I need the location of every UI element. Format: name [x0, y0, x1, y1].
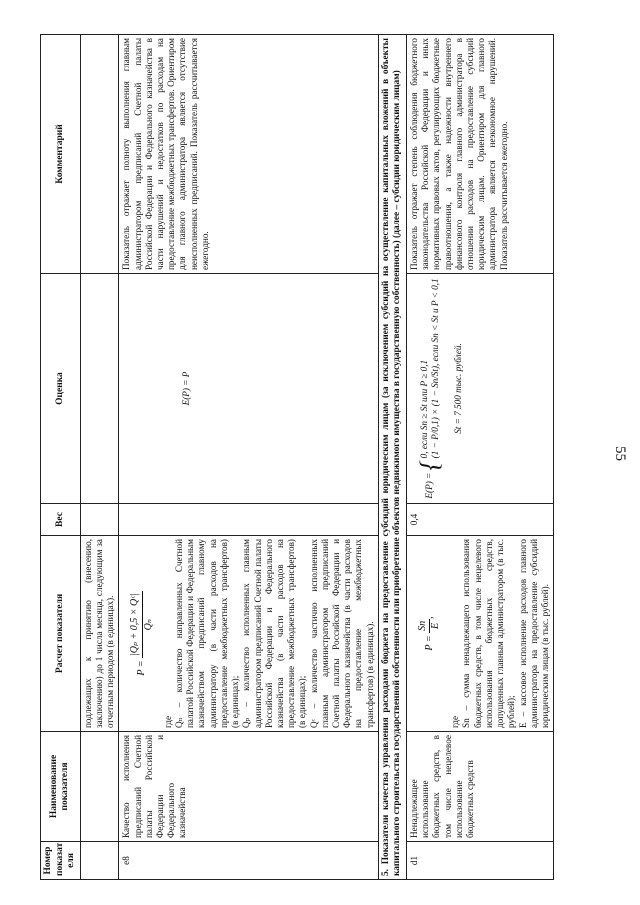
header-name: Наименование показателя	[41, 732, 81, 842]
piecewise-formula: E(P) = { 0, если Sn ≥ St или P ≥ 0,1 (1 − P/0,1) × (1 − Sn/St), если Sn < St и P < 0,1	[414, 278, 444, 499]
indicator-number: е8	[119, 842, 379, 880]
indicator-comment: Показатель отражает полноту выполнения главным администратором предписаний Счетной палаты Российской Федерации и Федерального казначейства в части нарушений и недостатков по расходам на предоставление межбюджетных трансфертов. Ориентиром для главного администратора является отсутствие неисполненных предписаний. Показатель рассчитывается ежегодно.	[119, 35, 379, 274]
indicators-table	[40, 34, 554, 880]
table-header-row	[41, 35, 81, 880]
page-number: 55	[612, 446, 628, 461]
indicator-weight: 0,4	[406, 504, 553, 536]
indicator-number: d1	[406, 842, 553, 880]
calc-continuation: подлежащих к принятию (внесению, заключению) до 1 числа месяца, следующим за отчетным периодом (в единицах).	[80, 536, 119, 732]
header-calc: Расчет показателя	[41, 536, 81, 732]
indicator-weight	[119, 504, 379, 536]
indicator-name: Ненадлежащее использование бюджетных средств, в том числе нецелевое использование бюджетных средств	[406, 732, 553, 842]
table-row	[80, 35, 119, 880]
header-weight: Вес	[41, 504, 81, 536]
section-heading-row	[378, 35, 406, 880]
formula: P = |Qₚ + 0,5 × Qᶜ| Qₙ	[129, 593, 154, 676]
table-row-d1	[406, 35, 553, 880]
indicator-calc: P = Sn E , где Sn – сумма ненадлежащего использования бюджетных средств, в том числе нецелевого использования бюджетных средств, допущенных главным администратором (в тыс. рублей); E – кассовое исполнение расходов главного администратора на предоставление субсидий юридическим лицам (в тыс. рублей).	[406, 536, 553, 732]
table-row-e8	[119, 35, 379, 880]
section-heading: 5. Показатели качества управления расходами бюджета на предоставление субсидий юридическим лицам (за исключением субсидий на осуществление капитальных вложений в объекты капитального строительства государственной собственности или приобретение объектов недвижимого имущества в государственную собственность) (далее – субсидии юридическим лицам)	[378, 35, 406, 880]
rotated-table-container	[40, 35, 600, 880]
header-number: Номер показат еля	[41, 842, 81, 880]
indicator-comment: Показатель отражает степень соблюдения бюджетного законодательства Российской Федерации и иных нормативных правовых актов, регулирующих бюджетные правоотношения, а также надежности внутреннего финансового контроля главного администратора в отношении расходов на предоставление субсидий юридическим лицам. Ориентиром для главного администратора является неэкономное нарушений. Показатель рассчитывается ежегодно.	[406, 35, 553, 274]
indicator-calc: P = |Qₚ + 0,5 × Qᶜ| Qₙ где Qₙ – количество направленных Счетной палатой Российской Федерации и Федеральным казначейством предписаний главному администратору (в части расходов на предоставление межбюджетных трансфертов) (в единицах); Qₚ – количество исполненных главным администратором предписаний Счетной палаты Российской Федерации и Федерального казначейства (в части расходов на предоставление межбюджетных трансфертов) (в единицах); Qᶜ – количество частично исполненных главным администратором предписаний Счетной палаты Российской Федерации и Федерального казначейства (в части расходов на предоставление межбюджетных трансфертов) (в единицах).	[119, 536, 379, 732]
indicator-evaluation: E(P) = { 0, если Sn ≥ St или P ≥ 0,1 (1 − P/0,1) × (1 − Sn/St), если Sn < St и P < 0,1 St = 7 500 тыс. рублей.	[406, 274, 553, 504]
formula: P = Sn E ,	[416, 616, 442, 651]
indicator-name: Качество исполнения предписаний Счетной палаты Российской Федерации и Федерального казначейства	[119, 732, 379, 842]
indicator-evaluation: E(P) = P	[119, 274, 379, 504]
header-comment: Комментарий	[41, 35, 81, 274]
header-evaluation: Оценка	[41, 274, 81, 504]
